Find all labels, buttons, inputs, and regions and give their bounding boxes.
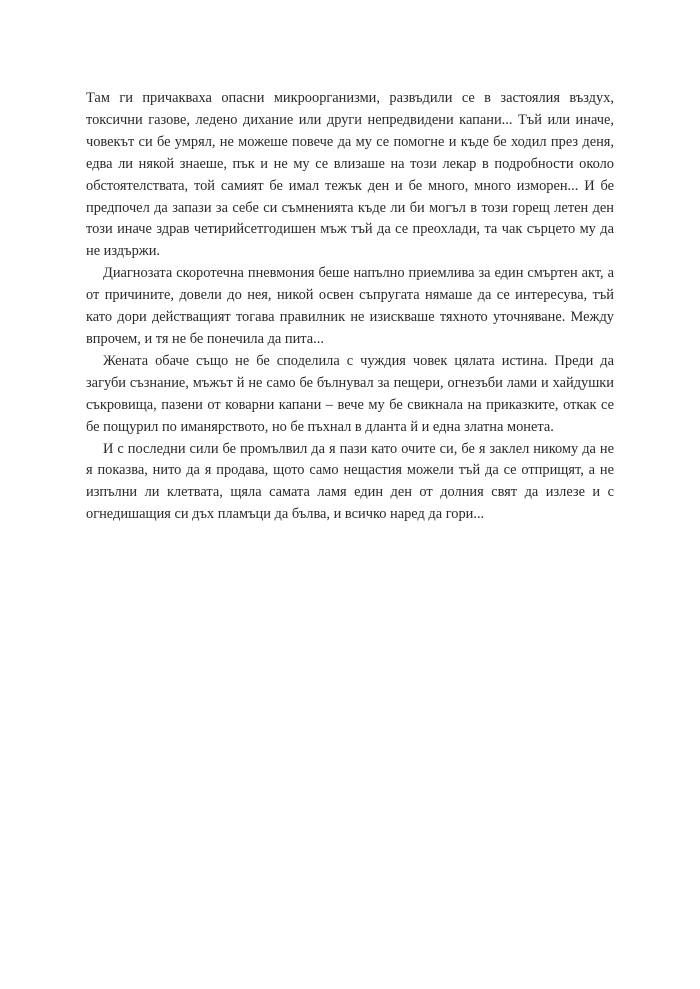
- body-text: [86, 88, 614, 526]
- paragraph-4: И с последни сили бе промълвил да я пази като очите си, бе я заклел никому да не я показва, нито да я продава, щото само нещастия можели тъй да се отприщят, а не изпълни ли клетвата, щяла самата ламя един ден от долния свят да излезе и с огнедишащия си дъх пламъци да бълва, и всичко наред да гори...: [86, 440, 614, 523]
- paragraph-1: Там ги причакваха опасни микроорганизми, развъдили се в застоялия въздух, токсични газове, ледено дихание или други непредвидени капани... Тъй или иначе, човекът си бе умрял, не можеше повече да му се помогне и къде бе ходил през деня, едва ли някой знаеше, пък и не му се влизаше на този лекар в подробности около обстоятелствата, той самият бе имал тежък ден и бе много, много изморен... И бе предпочел да запази за себе си съмненията къде ли би могъл в този горещ летен ден този иначе здрав четирийсетгодишен мъж тъй да се преохлади, та чак сърцето му да не издържи.: [86, 90, 614, 260]
- paragraph-3: Жената обаче също не бе споделила с чуждия човек цялата истина. Преди да загуби съзнание, мъжът й не само бе бълнувал за пещери, огнезъби лами и хайдушки съкровища, пазени от коварни капани – вече му бе свикнала на приказките, откак се бе пощурил по иманярството, но бе пъхнал в дланта й и една златна монета.: [86, 352, 614, 435]
- paragraph-2: Диагнозата скоротечна пневмония беше напълно приемлива за един смъртен акт, а от причините, довели до нея, никой освен съпругата нямаше да се интересува, тъй като дори действащият тогава правилник не изискваше тяхното уточняване. Между впрочем, и тя не бе понечила да пита...: [86, 265, 614, 347]
